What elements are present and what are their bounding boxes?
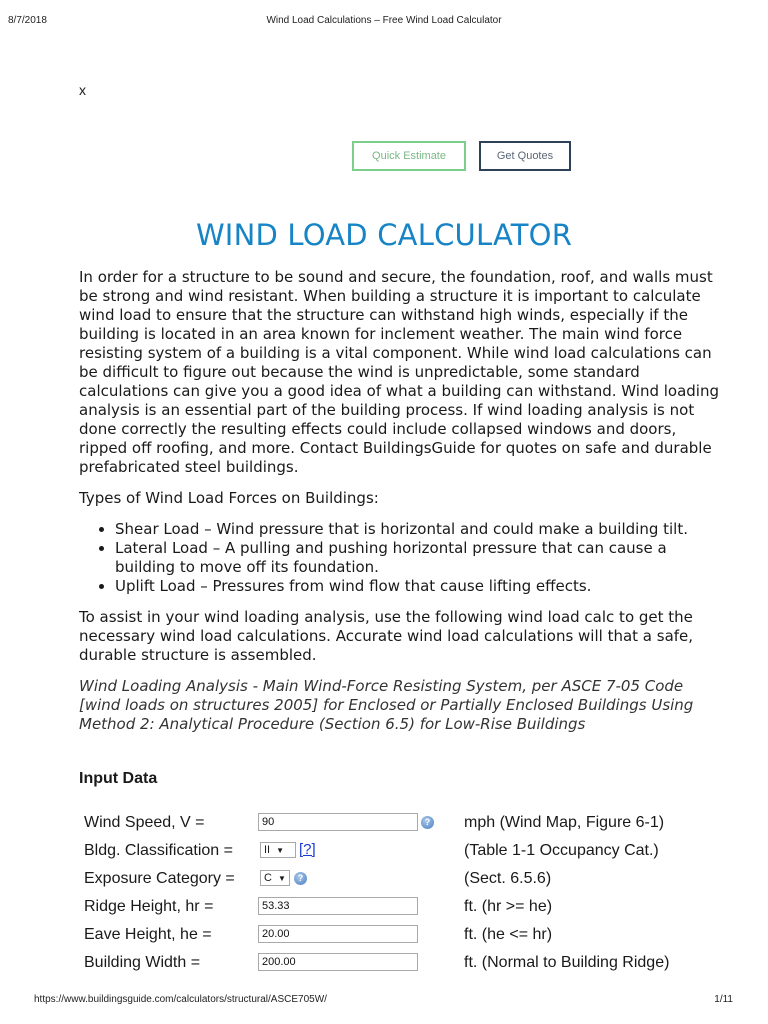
eave-height-unit: ft. (he <= hr) xyxy=(464,926,553,943)
ridge-height-label: Ridge Height, hr = xyxy=(84,898,214,915)
building-width-row xyxy=(84,952,704,972)
bldg-class-value: II xyxy=(264,844,271,856)
exposure-label: Exposure Category = xyxy=(84,870,235,887)
list-item: • Lateral Load – A pulling and pushing horizontal pressure that can cause a building to move off its foundation. xyxy=(115,539,719,577)
wind-speed-unit: mph (Wind Map, Figure 6-1) xyxy=(464,814,665,831)
exposure-row xyxy=(84,868,704,888)
bldg-class-label: Bldg. Classification = xyxy=(84,842,233,859)
eave-height-row xyxy=(84,924,704,944)
building-width-unit: ft. (Normal to Building Ridge) xyxy=(464,954,670,971)
exposure-value: C xyxy=(264,872,272,884)
help-circle-icon[interactable]: ? xyxy=(421,816,434,829)
get-quotes-button[interactable]: Get Quotes xyxy=(479,141,571,171)
assist-paragraph: To assist in your wind loading analysis, use the following wind load calc to get the necessary wind load calculations. Accurate wind load calculations will that a safe, durable structure is assembled. xyxy=(79,608,694,664)
print-footer xyxy=(0,994,768,1008)
ridge-height-unit: ft. (hr >= he) xyxy=(464,898,553,915)
bldg-class-select[interactable] xyxy=(260,842,296,858)
method-description: Wind Loading Analysis - Main Wind-Force Resisting System, per ASCE 7-05 Code [wind loads on structures 2005] for Enclosed or Partially Enclosed Buildings Using Method 2: Analytical Procedure (Section 6.5) for Low-Rise Buildings xyxy=(79,677,694,733)
ridge-height-input[interactable] xyxy=(258,897,418,915)
close-icon[interactable]: x xyxy=(79,82,86,98)
bldg-class-unit: (Table 1-1 Occupancy Cat.) xyxy=(464,842,659,859)
exposure-select[interactable] xyxy=(260,870,290,886)
chevron-down-icon: ▼ xyxy=(276,845,285,855)
page-title: WIND LOAD CALCULATOR xyxy=(195,218,573,252)
list-item: • Shear Load – Wind pressure that is horizontal and could make a building tilt. xyxy=(115,520,719,539)
bldg-class-help-link[interactable]: [?] xyxy=(299,841,316,858)
bldg-class-row xyxy=(84,840,704,860)
print-header xyxy=(0,15,768,29)
article-body xyxy=(79,268,719,746)
load-types-list xyxy=(79,520,719,596)
building-width-label: Building Width = xyxy=(84,954,201,971)
types-heading: Types of Wind Load Forces on Buildings: xyxy=(79,489,379,507)
building-width-input[interactable] xyxy=(258,953,418,971)
exposure-unit: (Sect. 6.5.6) xyxy=(464,870,552,887)
ridge-height-row xyxy=(84,896,704,916)
input-data-heading: Input Data xyxy=(79,770,158,787)
intro-paragraph: In order for a structure to be sound and secure, the foundation, roof, and walls must be strong and wind resistant. When building a structure it is important to calculate wind load to ensure that the structure can withstand high winds, especially if the building is located in an area known for inclement weather. The main wind force resisting system of a building is a vital component. While wind load calculations can be difficult to figure out because the wind is unpredictable, some standard calculations can give you a good idea of what a building can withstand. Wind loading analysis is an essential part of the building process. If wind loading analysis is not done correctly the resulting effects could include collapsed windows and doors, ripped off roofing, and more. Contact BuildingsGuide for quotes on safe and durable prefabricated steel buildings. xyxy=(79,268,720,476)
eave-height-input[interactable] xyxy=(258,925,418,943)
page-number: 1/11 xyxy=(714,994,733,1005)
eave-height-label: Eave Height, he = xyxy=(84,926,212,943)
wind-speed-input[interactable] xyxy=(258,813,418,831)
list-item: • Uplift Load – Pressures from wind flow that cause lifting effects. xyxy=(115,577,719,596)
print-title: Wind Load Calculations – Free Wind Load Calculator xyxy=(266,15,502,26)
chevron-down-icon: ▼ xyxy=(277,873,286,883)
wind-speed-label: Wind Speed, V = xyxy=(84,814,205,831)
print-date: 8/7/2018 xyxy=(8,15,47,26)
print-url: https://www.buildingsguide.com/calculators/structural/ASCE705W/ xyxy=(34,994,327,1005)
quick-estimate-button[interactable]: Quick Estimate xyxy=(352,141,466,171)
wind-speed-row xyxy=(84,812,704,832)
help-circle-icon[interactable]: ? xyxy=(294,872,307,885)
